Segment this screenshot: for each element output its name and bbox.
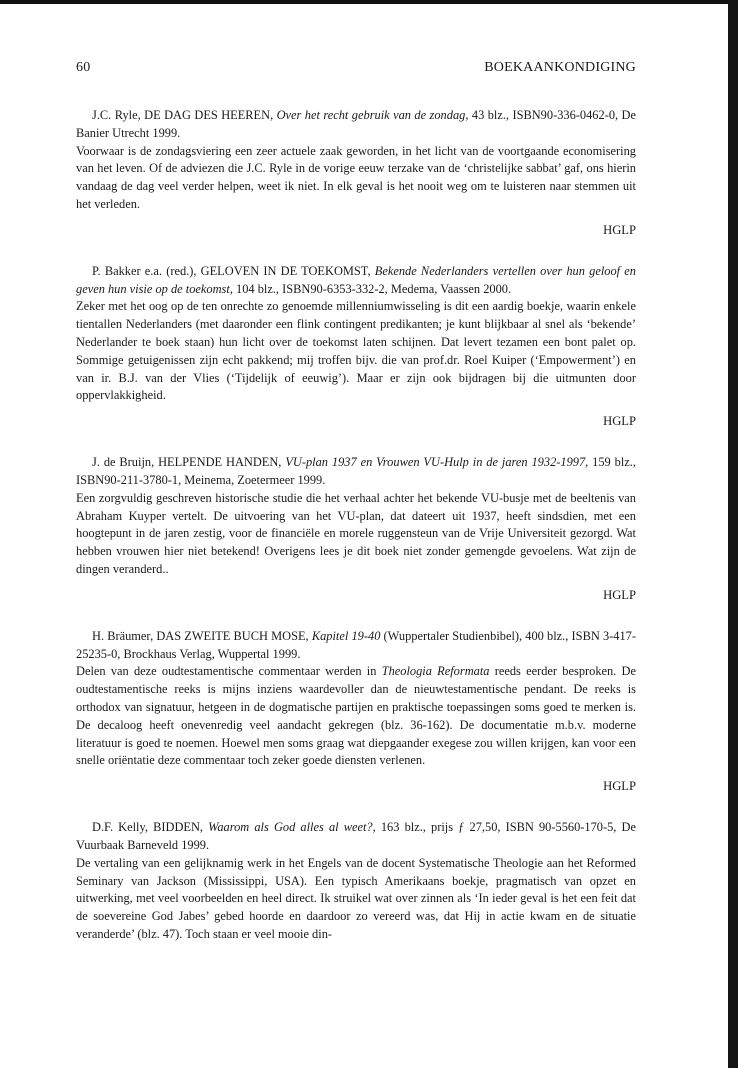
page-number: 60 [76,60,91,75]
citation-subtitle: Waarom als God alles al weet? [208,820,373,835]
book-page [76,60,636,944]
reviewer-signature: HGLP [603,779,636,794]
review-body [76,143,636,214]
review-citation [76,263,636,299]
review-citation [76,107,636,143]
review-body [76,663,636,770]
citation-details: , 104 blz., ISBN90-6353-332-2, Medema, Vaassen 2000. [229,281,512,296]
running-header [76,60,636,80]
reviewer-signature: HGLP [603,587,636,602]
review-citation [76,628,636,664]
review-citation [76,454,636,490]
page-top-edge [0,0,738,4]
citation-author-title: P. Bakker e.a. (red.), GELOVEN IN DE TOEKOMST, [92,263,375,278]
review-body-text: Een zorgvuldig geschreven historische studie die het verhaal achter het bekende VU-busje met de beeltenis van Abraham Kuyper vertelt. De uitvoering van het VU-plan, dat dateert uit 1937, heeft sindsdien, met een hoogtepunt in de jaren zestig, voor de financiële en morele ruggensteun van de Vrije Universiteit gezorgd. Wat hebben vrouwen hier niet betekend! Overigens lees je dit boek niet zonder gemengde gevoelens. Wat zijn de dingen veranderd.. [76,490,636,576]
citation-details: (Wuppertaler Studienbibel), 400 blz., ISBN 3-417-25235-0, Brockhaus Verlag, Wuppertal 1999. [76,628,636,661]
review-body [76,490,636,579]
review-body-text: De vertaling van een gelijknamig werk in het Engels van de docent Systematische Theologie aan het Reformed Seminary van Jackson (Mississippi, USA). Een typisch Amerikaans boekje, pragmatisch van opzet en uitwerking, met veel voorbeelden en heel direct. Ik struikel wat over zinnen als ‘In ieder geval is het een feit dat de soevereine God Jabes’ gebed hoorde en daardoor zo vereerd was, dat Hij in actie kwam en de situatie veranderde’ (blz. 47). Toch staan er veel mooie din- [76,855,636,941]
citation-subtitle: VU-plan 1937 en Vrouwen VU-Hulp in de jaren 1932-1997 [285,455,586,470]
section-title: BOEKAANKONDIGING [484,60,636,75]
citation-author-title: H. Bräumer, DAS ZWEITE BUCH MOSE, [92,628,312,643]
review-body-text: Voorwaar is de zondagsviering een zeer actuele zaak geworden, in het licht van de voortgaande economisering van het leven. Of de adviezen die J.C. Ryle in de vorige eeuw terzake van de ‘christelijke sabbat’ gaf, ons hierin vandaag de dag veel verder helpen, weet ik niet. In elk geval is het nooit weg om te luisteren naar stemmen uit het verleden. [76,143,636,211]
book-review [76,107,636,239]
book-review [76,628,636,795]
citation-details: , 159 blz., ISBN90-211-3780-1, Meinema, Zoetermeer 1999. [76,455,636,487]
citation-subtitle: Bekende Nederlanders vertellen over hun geloof en geven hun visie op de toekomst [76,263,637,296]
citation-author-title: J.C. Ryle, DE DAG DES HEEREN, [92,108,277,122]
reviewer-signature: HGLP [603,222,636,237]
citation-details: , 163 blz., prijs ƒ 27,50, ISBN 90-5560-170-5, De Vuurbaak Barneveld 1999. [76,820,636,852]
review-body-italic: Theologia Reformata [381,664,490,679]
citation-details: , 43 blz., ISBN90-336-0462-0, De Banier Utrecht 1999. [76,108,636,140]
review-body-text: Delen van deze oudtestamentische commentaar werden in [76,664,382,679]
book-review [76,263,636,430]
review-body [76,298,636,405]
book-review [76,454,636,604]
reviewer-signature: HGLP [603,414,636,429]
citation-author-title: J. de Bruijn, HELPENDE HANDEN, [92,455,286,470]
review-body [76,855,636,944]
citation-subtitle: Over het recht gebruik van de zondag [276,108,466,122]
citation-author-title: D.F. Kelly, BIDDEN, [92,820,209,835]
review-body-text-end: reeds eerder besproken. De oudtestamentische reeks is mijns inziens waardevoller dan de nieuwtestamentische pendant. De reeks is orthodox van signatuur, hetgeen in de dogmatische partijen en praktische toepassingen soms goed te merken is. De decaloog heeft onevenredig veel aandacht gekregen (blz. 36-162). De documentatie m.b.v. moderne literatuur is goed te noemen. Hoewel men soms graag wat diepgaander exegese zou willen krijgen, kan voor een snelle oriëntatie deze commentaar toch zeker goede diensten verlenen. [76,664,637,768]
review-body-text: Zeker met het oog op de ten onrechte zo genoemde millenniumwisseling is dit een aardig boekje, waarin enkele tientallen Nederlanders (met daaronder een flink contingent predikanten; je kunt blijkbaar al snel als ‘bekende’ Nederlander te boek staan) hun licht over de toekomst laten schijnen. Dat levert tezamen een bont palet op. Sommige getuigenissen zijn echt pakkend; mij troffen bijv. die van prof.dr. Roel Kuiper (‘Empowerment’) en van ir. B.J. van der Vlies (‘Tijdelijk of eeuwig’). Maar er zijn ook bijdragen bij die uitmunten door oppervlakkigheid. [76,299,636,403]
book-review [76,819,636,944]
citation-subtitle: Kapitel 19-40 [311,628,381,643]
page-right-edge [728,0,738,1068]
review-citation [76,819,636,855]
